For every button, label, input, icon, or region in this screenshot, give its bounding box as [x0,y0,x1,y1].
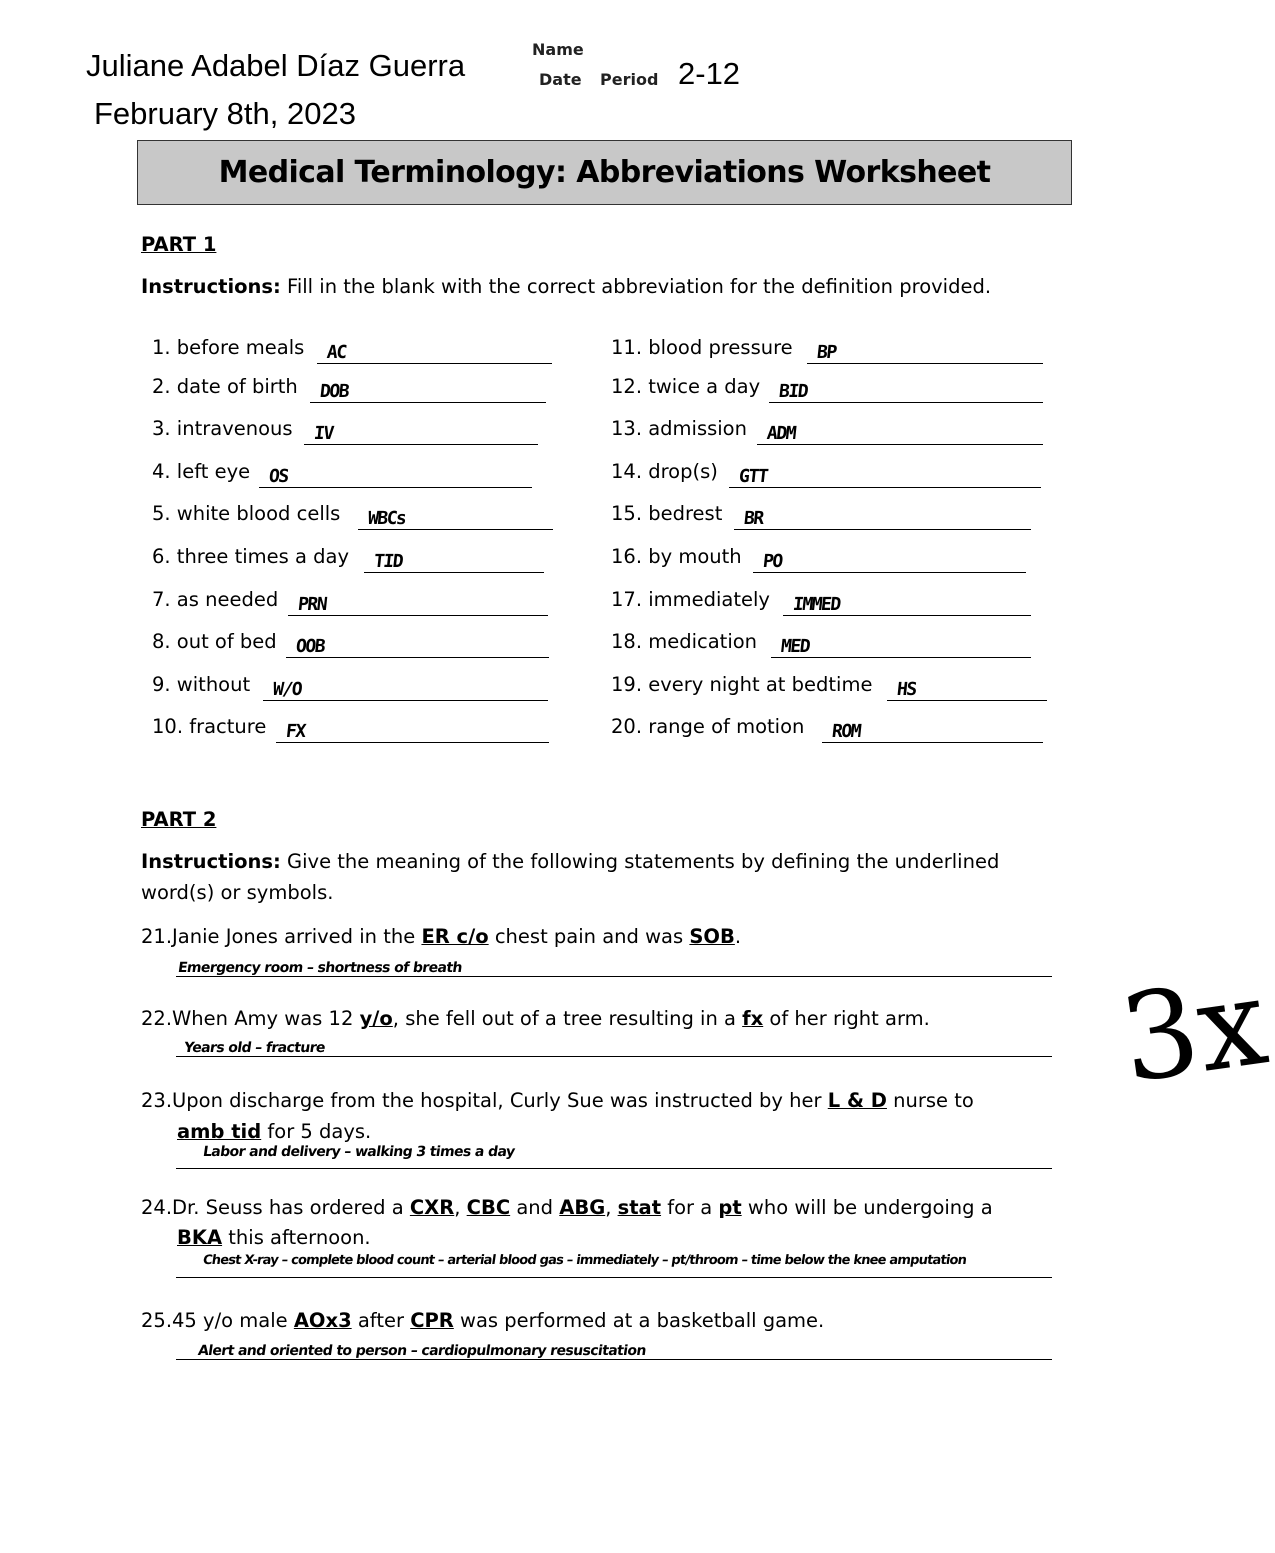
answer-blank[interactable]: IV [304,418,538,445]
answer-blank[interactable]: IMMED [783,589,1031,616]
answer-blank[interactable]: OOB [286,631,549,658]
answer-blank[interactable]: ROM [822,716,1043,743]
item-9: 9. without W/O [152,673,250,703]
item-14: 14. drop(s) GTT [611,460,718,490]
answer-blank[interactable]: FX [276,716,549,743]
worksheet-title: Medical Terminology: Abbreviations Worksheet [218,155,991,190]
item-8: 8. out of bed OOB [152,630,277,660]
answer-blank[interactable]: BR [734,503,1031,530]
answer-blank[interactable]: BP [807,337,1043,364]
answer-24: Chest X-ray – complete blood count – arterial blood gas – immediately – pt/throom – time below the knee amputation [201,1253,968,1268]
answer-blank[interactable]: BID [769,376,1043,403]
date-label: Date [539,70,582,89]
answer-blank[interactable]: OS [259,461,532,488]
question-22: 22.When Amy was 12 y/o, she fell out of a tree resulting in a fx of her right arm. [141,1007,930,1030]
answer-blank[interactable]: HS [887,674,1047,701]
answer-line-22[interactable] [176,1056,1052,1057]
answer-blank[interactable]: DOB [310,376,546,403]
item-17: 17. immediately IMMED [611,588,770,618]
answer-line-21[interactable] [176,976,1052,977]
answer-line-25[interactable] [176,1359,1052,1360]
question-25: 25.45 y/o male AOx3 after CPR was performed at a basketball game. [141,1309,825,1332]
item-3: 3. intravenous IV [152,417,293,447]
item-12: 12. twice a day BID [611,375,760,405]
part1-heading: PART 1 [141,233,217,256]
item-16: 16. by mouth PO [611,545,742,575]
answer-blank[interactable]: PRN [288,589,548,616]
answer-blank[interactable]: GTT [729,461,1041,488]
item-1: 1. before meals AC [152,336,304,366]
answer-blank[interactable]: W/O [263,674,548,701]
question-21: 21.Janie Jones arrived in the ER c/o chest pain and was SOB. [141,925,742,948]
item-15: 15. bedrest BR [611,502,722,532]
period-label: Period [600,70,659,89]
item-18: 18. medication MED [611,630,757,660]
student-name: Juliane Adabel Díaz Guerra [86,48,466,83]
item-6: 6. three times a day TID [152,545,349,575]
answer-23: Labor and delivery – walking 3 times a day [201,1144,516,1160]
part2-heading: PART 2 [141,808,217,831]
answer-21: Emergency room – shortness of breath [176,960,463,976]
item-19: 19. every night at bedtime HS [611,673,872,703]
item-13: 13. admission ADM [611,417,747,447]
margin-mark: 3x [1112,952,1275,1111]
part2-instructions: Instructions: Give the meaning of the following statements by defining the underlined [141,850,1000,873]
item-10: 10. fracture FX [152,715,266,745]
answer-blank[interactable]: PO [753,546,1026,573]
answer-blank[interactable]: ADM [757,418,1043,445]
question-24-cont: BKA this afternoon. [177,1226,371,1249]
part2-instructions-cont: word(s) or symbols. [141,881,334,904]
answer-blank[interactable]: AC [317,337,552,364]
answer-22: Years old – fracture [182,1040,327,1056]
answer-blank[interactable]: MED [771,631,1031,658]
answer-blank[interactable]: TID [364,546,544,573]
name-label: Name [532,40,584,59]
item-7: 7. as needed PRN [152,588,278,618]
answer-blank[interactable]: WBCs [358,503,553,530]
question-24: 24.Dr. Seuss has ordered a CXR, CBC and ABG, stat for a pt who will be undergoing a [141,1196,993,1219]
student-date: February 8th, 2023 [94,96,356,131]
answer-line-23[interactable] [176,1168,1052,1169]
period-value: 2-12 [678,56,741,91]
item-5: 5. white blood cells WBCs [152,502,340,532]
question-23: 23.Upon discharge from the hospital, Curly Sue was instructed by her L & D nurse to [141,1089,974,1112]
item-11: 11. blood pressure BP [611,336,793,366]
part1-instructions: Instructions: Fill in the blank with the correct abbreviation for the definition provided. [141,275,992,298]
question-23-cont: amb tid for 5 days. [177,1120,372,1143]
item-2: 2. date of birth DOB [152,375,298,405]
item-20: 20. range of motion ROM [611,715,804,745]
answer-25: Alert and oriented to person – cardiopulmonary resuscitation [196,1343,647,1359]
item-4: 4. left eye OS [152,460,250,490]
title-box [137,140,1072,205]
answer-line-24[interactable] [176,1277,1052,1278]
